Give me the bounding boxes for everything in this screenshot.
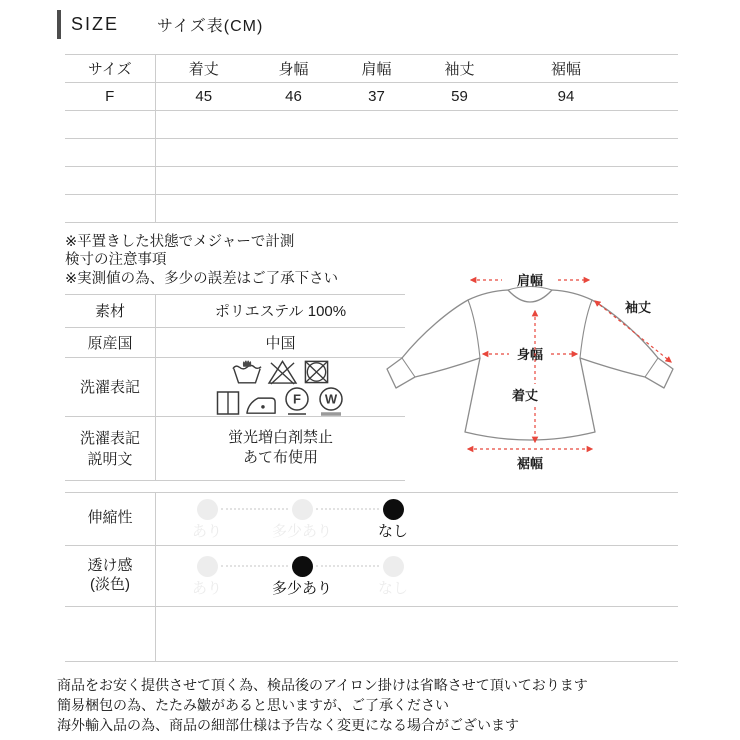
care-desc-text: あて布使用 <box>242 449 318 467</box>
col-header-length: 着丈 <box>155 55 252 83</box>
size-table-header-row <box>65 55 678 83</box>
col-header-shoulder: 肩幅 <box>335 55 418 83</box>
cell-length: 45 <box>155 83 252 111</box>
cell-sleeve: 59 <box>418 83 501 111</box>
footer-note-line: 商品をお安く提供させて頂く為、検品後のアイロン掛けは省略させて頂いております <box>57 676 588 693</box>
size-empty-row <box>65 139 678 167</box>
diagram-length-label: 着丈 <box>511 387 539 403</box>
option-circle-selected <box>383 499 404 520</box>
care-description-row <box>65 416 405 480</box>
size-row-f <box>65 83 678 111</box>
size-empty-row <box>65 111 678 139</box>
stretch-row <box>65 492 678 545</box>
product-info-table <box>65 294 405 481</box>
note-line: 検寸の注意事項 <box>65 252 167 269</box>
diagram-hem-label: 裾幅 <box>516 455 544 471</box>
stretch-option-ari: あり <box>164 499 250 541</box>
size-empty-row <box>65 195 678 223</box>
cell-hem: 94 <box>501 83 631 111</box>
footer-note-line: 簡易梱包の為、たたみ皺があると思いますが、ご了承ください <box>57 697 449 714</box>
option-circle-selected <box>292 556 313 577</box>
title-accent-bar <box>57 10 61 39</box>
col-header-hem: 裾幅 <box>501 55 631 83</box>
option-circle <box>197 499 218 520</box>
dry-clean-f-icon <box>282 386 312 416</box>
stretch-label: 伸縮性 <box>65 492 156 545</box>
stretch-option-tashou-ari: 多少あり <box>259 499 345 541</box>
footer-notes <box>57 675 680 736</box>
wet-clean-w-icon <box>316 386 346 416</box>
wet-clean-letter: W <box>324 391 338 407</box>
material-value: ポリエステル 100% <box>156 294 406 327</box>
col-header-size: サイズ <box>65 55 155 83</box>
care-label: 洗濯表記 <box>65 357 156 416</box>
option-circle <box>383 556 404 577</box>
attr-empty-row <box>65 606 678 661</box>
drip-dry-icon <box>215 390 241 416</box>
stretch-options <box>160 497 440 541</box>
sheerness-label: 透け感 <box>87 557 133 575</box>
iron-low-temp-icon <box>245 390 278 416</box>
stretch-option-nashi-selected: なし <box>350 499 436 541</box>
footer-note-line: 海外輸入品の為、商品の細部仕様は予告なく変更になる場合がございます <box>57 717 519 734</box>
care-symbols-row <box>65 357 405 416</box>
origin-row <box>65 327 405 357</box>
cell-body-width: 46 <box>252 83 335 111</box>
material-label: 素材 <box>65 294 156 327</box>
do-not-tumble-dry-icon <box>302 358 331 385</box>
diagram-sleeve-label: 袖丈 <box>624 299 652 315</box>
size-table <box>65 54 678 223</box>
origin-value: 中国 <box>156 327 406 357</box>
section-header <box>57 8 680 40</box>
sheerness-option-tashou-ari-selected: 多少あり <box>259 556 345 598</box>
col-header-body-width: 身幅 <box>252 55 335 83</box>
diagram-body-width-label: 身幅 <box>516 346 544 362</box>
do-not-bleach-icon <box>267 358 298 385</box>
sheerness-row <box>65 545 678 606</box>
laundry-care-icons <box>156 358 405 416</box>
care-desc-label-line2: 説明文 <box>87 451 133 469</box>
size-section-title: SIZE <box>71 13 120 34</box>
size-empty-row <box>65 167 678 195</box>
sheerness-option-ari: あり <box>164 556 250 598</box>
origin-label: 原産国 <box>65 327 156 357</box>
diagram-shoulder-label: 肩幅 <box>516 272 544 288</box>
option-circle <box>197 556 218 577</box>
note-line: ※平置きした状態でメジャーで計測 <box>65 234 295 250</box>
material-row <box>65 294 405 327</box>
col-header-filler <box>631 55 678 83</box>
dry-clean-letter: F <box>293 391 301 407</box>
hand-wash-icon <box>231 358 263 385</box>
note-line: ※実測値の為、多少の誤差はご了承下さい <box>65 270 339 287</box>
garment-measurement-diagram <box>375 258 685 480</box>
sheerness-options <box>160 554 440 598</box>
option-circle <box>292 499 313 520</box>
sheerness-option-nashi: なし <box>350 556 436 598</box>
fabric-attributes-table <box>65 492 678 662</box>
sheerness-sublabel: (淡色) <box>90 575 130 593</box>
size-chart-title: サイズ表(CM) <box>157 17 264 35</box>
care-desc-label-line1: 洗濯表記 <box>79 430 140 448</box>
cell-size: F <box>65 83 155 111</box>
cell-shoulder: 37 <box>335 83 418 111</box>
col-header-sleeve: 袖丈 <box>418 55 501 83</box>
care-desc-text: 蛍光増白剤禁止 <box>227 429 333 447</box>
